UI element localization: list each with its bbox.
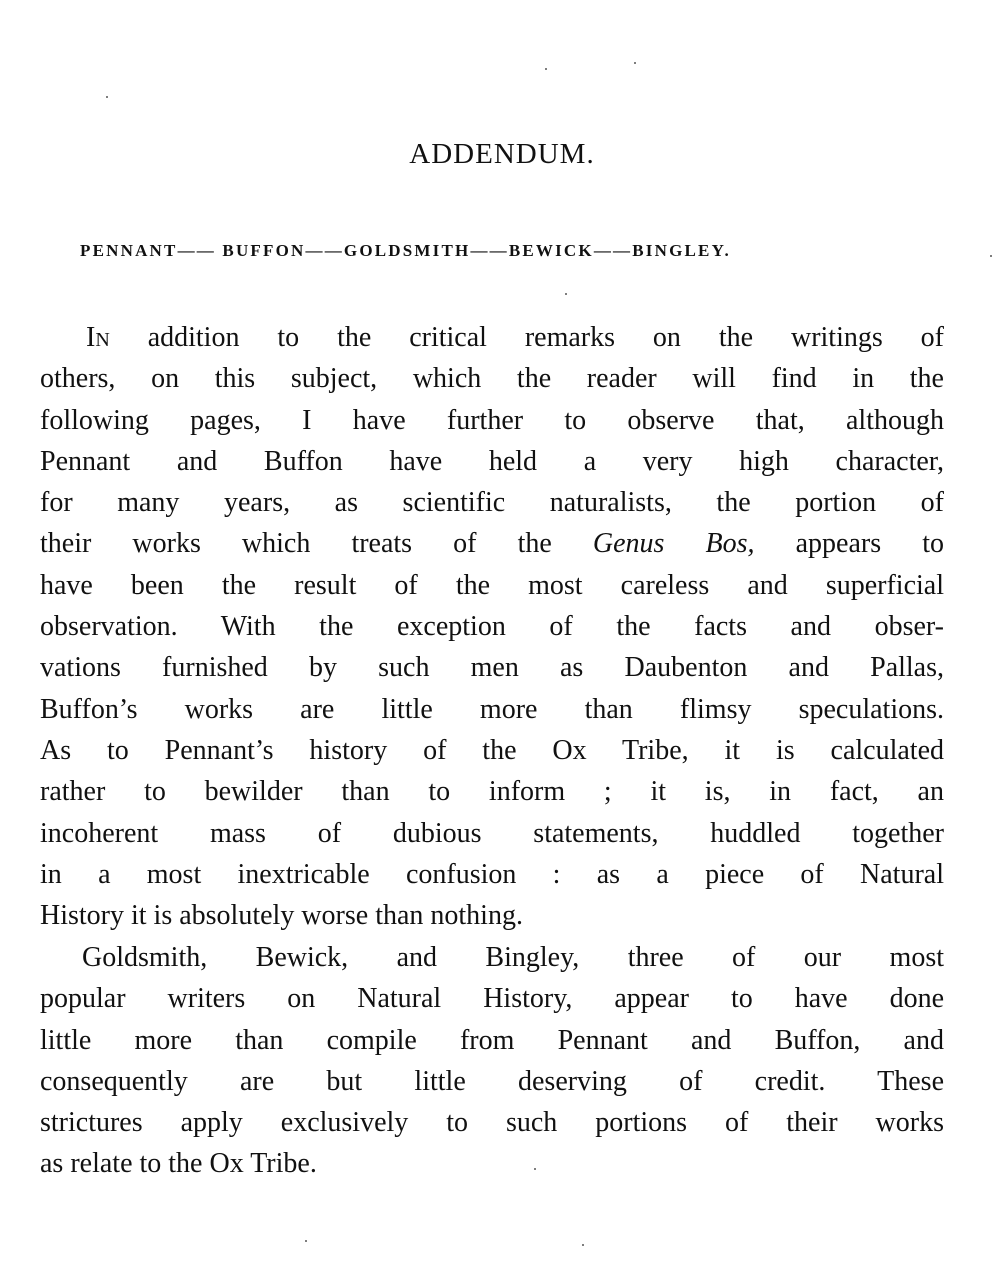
text-line: little more than compile from Pennant and Buffon, and [40,1024,944,1056]
text-line: popular writers on Natural History, appear to have done [40,983,944,1015]
text-line: their works which treats of the Genus Bos, appears to [40,528,944,560]
scan-speck [634,62,636,64]
scan-speck [990,255,992,257]
text-line: In addition to the critical remarks on the writings of [86,322,944,353]
text-line: others, on this subject, which the reader will find in the [40,363,944,395]
text-line: observation. With the exception of the facts and obser- [40,611,944,643]
text-line: Buffon’s works are little more than flimsy speculations. [40,693,944,725]
text-line: rather to bewilder than to inform ; it is, in fact, an [40,776,944,808]
text-line: for many years, as scientific naturalists, the portion of [40,487,944,519]
text-line: have been the result of the most careless and superficial [40,569,944,601]
section-subheading: PENNANT—— BUFFON——GOLDSMITH——BEWICK——BINGLEY. [80,241,731,260]
text-line: strictures apply exclusively to such portions of their works [40,1107,944,1139]
scan-speck [106,96,108,98]
text-line: vations furnished by such men as Daubenton and Pallas, [40,652,944,684]
text-line: consequently are but little deserving of credit. These [40,1065,944,1097]
text-line: As to Pennant’s history of the Ox Tribe, it is calculated [40,734,944,766]
text-line: as relate to the Ox Tribe. [40,1148,317,1180]
paragraph-2 [40,937,944,1185]
paragraph-1 [40,317,944,936]
text-line: Goldsmith, Bewick, and Bingley, three of our most [82,942,944,973]
page-title: ADDENDUM. [409,138,595,170]
scan-speck [545,68,547,70]
text-line: Pennant and Buffon have held a very high character, [40,445,944,477]
text-line: History it is absolutely worse than nothing. [40,900,523,932]
text-line: incoherent mass of dubious statements, huddled together [40,817,944,849]
scan-speck [565,293,567,295]
italic-term: Genus Bos, [592,528,755,560]
text-line: in a most inextricable confusion : as a piece of Natural [40,858,944,890]
scan-speck [305,1240,307,1242]
scan-speck [582,1244,584,1246]
scan-speck [534,1168,536,1170]
text-line: following pages, I have further to observe that, although [40,404,944,436]
